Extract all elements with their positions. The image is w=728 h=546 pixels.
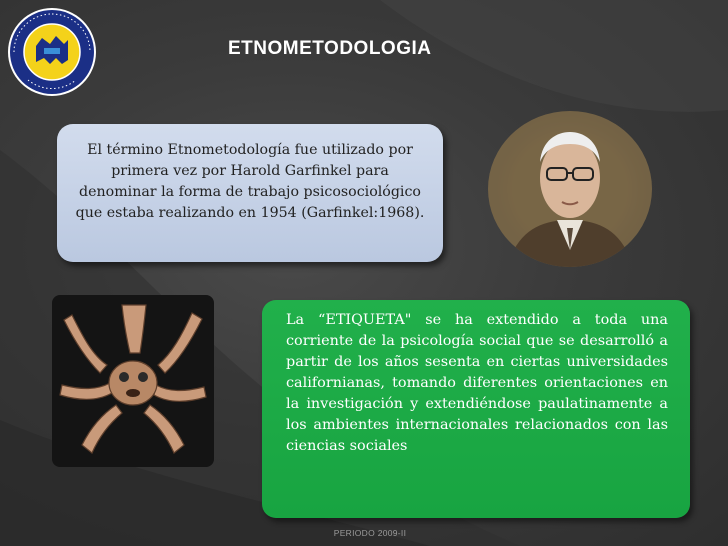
period-footer: PERIODO 2009-II xyxy=(333,528,407,538)
university-seal-logo xyxy=(6,6,98,98)
description-text: La “ETIQUETA" se ha extendido a toda una corriente de la psicología social que se desarrolló a partir de los años sesenta en ciertas universidades californianas, tomando diferentes orientaciones en la investigación y extendiéndose paulatinamente a los ambientes internacionales relacionados con las ciencias sociales xyxy=(286,312,668,454)
slide-title: ETNOMETODOLOGIA xyxy=(228,38,432,59)
description-text-box xyxy=(262,300,690,518)
garfinkel-portrait-image xyxy=(487,110,653,268)
intro-text-box xyxy=(57,124,443,262)
intro-text: El término Etnometodología fue utilizado por primera vez por Harold Garfinkel para denominar la forma de trabajo psicosociológico que estaba realizando en 1954 (Garfinkel:1968). xyxy=(75,142,425,221)
hands-artwork-image xyxy=(52,295,214,467)
